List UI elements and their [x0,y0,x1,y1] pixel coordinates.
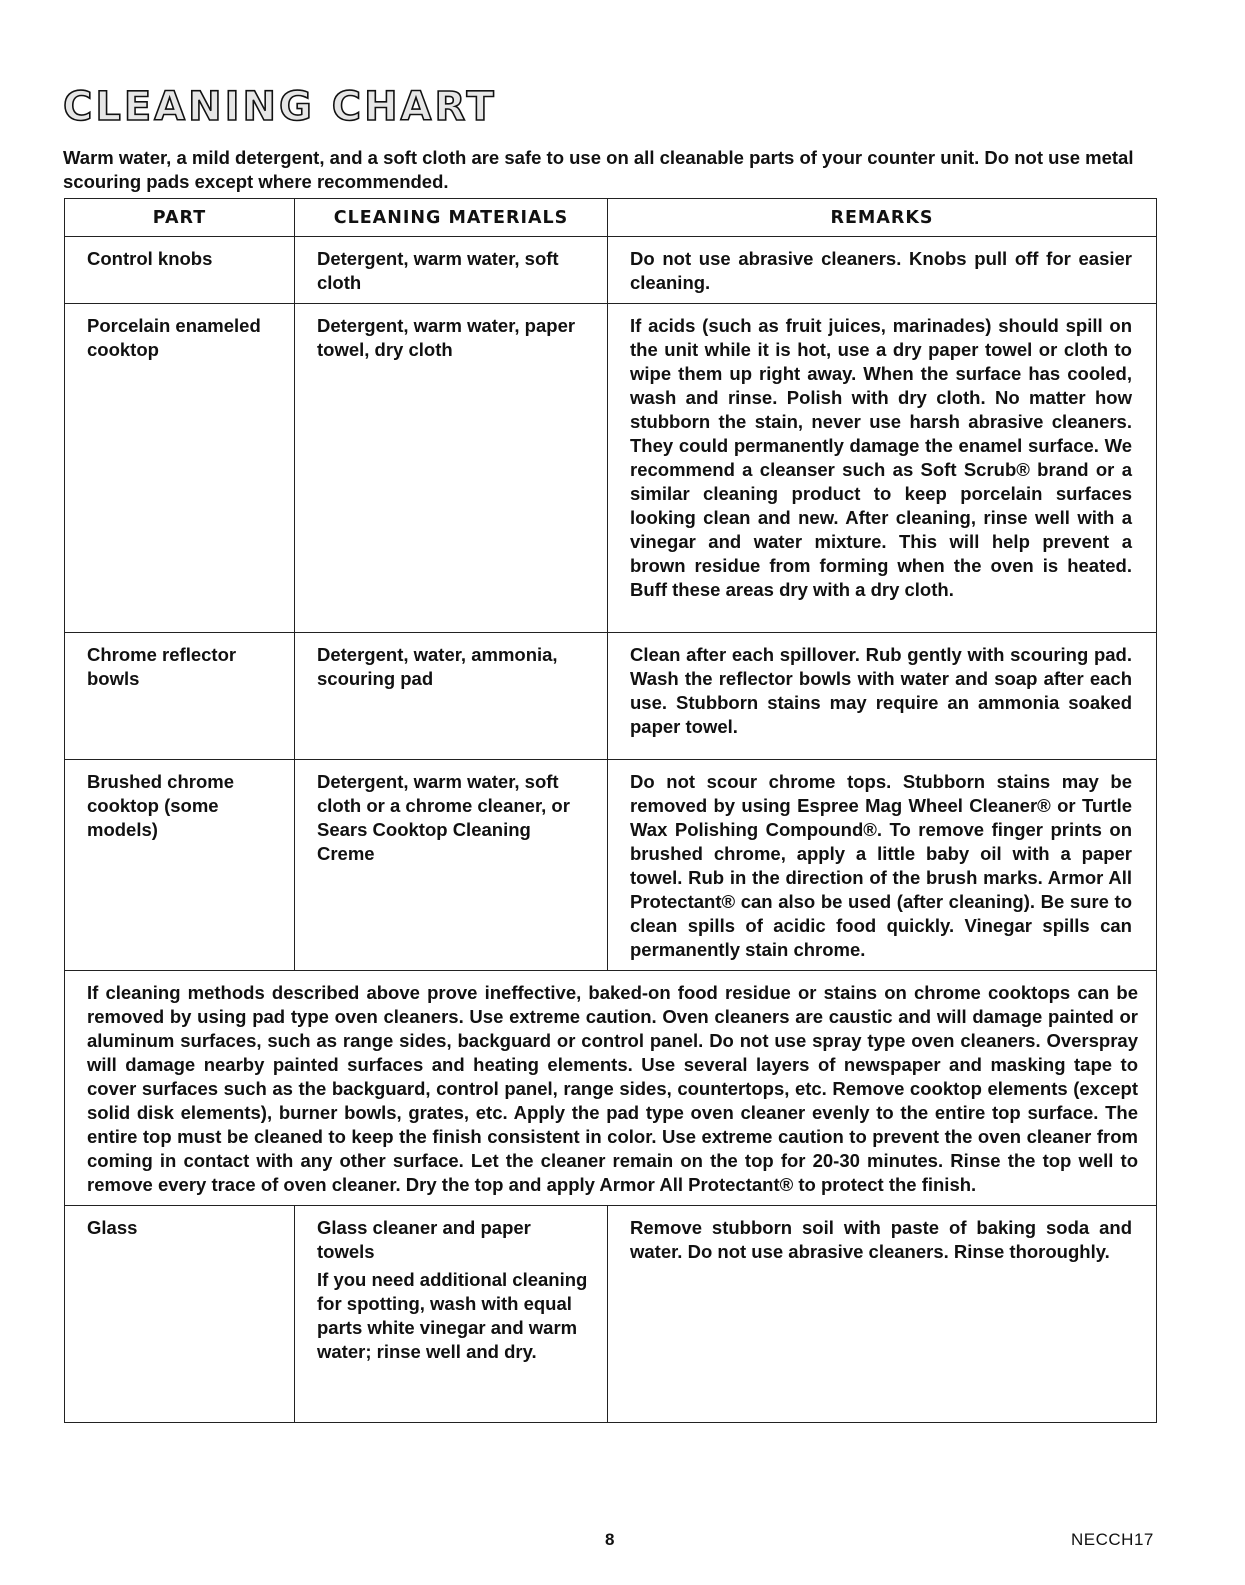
remarks-cell: If acids (such as fruit juices, marinades) should spill on the unit while it is hot, use a dry paper towel or cloth to wipe them up right away. When the surface has cooled, wash and rinse. Polish with dry cloth. No matter how stubborn the stain, never use harsh abrasive cleaners. They could permanently damage the enamel surface. We recommend a cleanser such as Soft Scrub® brand or a similar cleaning product to keep porcelain surfaces looking clean and new. After cleaning, rinse well with a vinegar and water mixture. This will help prevent a brown residue from forming when the oven is heated. Buff these areas dry with a dry cloth. [608,304,1157,633]
materials-cell: Detergent, warm water, soft cloth [295,237,608,304]
oven-cleaner-note: If cleaning methods described above prove ineffective, baked-on food residue or stains on chrome cooktops can be removed by using pad type oven cleaners. Use extreme caution. Oven cleaners are caustic and will damage painted or aluminum surfaces, such as range sides, backguard or control panel. Do not use spray type oven cleaners. Overspray will damage nearby painted surfaces and heating elements. Use several layers of newspaper and masking tape to cover surfaces such as the backguard, control panel, range sides, countertops, etc. Remove cooktop elements (except solid disk elements), burner bowls, grates, etc. Apply the pad type oven cleaner evenly to the entire top surface. The entire top must be cleaned to keep the finish consistent in color. Use extreme caution to prevent the oven cleaner from coming in contact with any other surface. Let the cleaner remain on the top for 20-30 minutes. Rinse the top well to remove every trace of oven cleaner. Dry the top and apply Armor All Protectant® to protect the finish. [65,971,1157,1206]
remarks-cell: Remove stubborn soil with paste of baking soda and water. Do not use abrasive cleaners. Rinse thoroughly. [608,1206,1157,1423]
document-code: NECCH17 [1071,1530,1154,1549]
cleaning-chart-table [64,198,1157,1423]
materials-cell: Detergent, warm water, soft cloth or a chrome cleaner, or Sears Cooktop Cleaning Creme [295,760,608,971]
materials-cell: Detergent, water, ammonia, scouring pad [295,633,608,760]
table-row [65,760,1157,971]
remarks-cell: Do not use abrasive cleaners. Knobs pull off for easier cleaning. [608,237,1157,304]
part-cell: Brushed chrome cooktop (some models) [65,760,295,971]
remarks-cell: Do not scour chrome tops. Stubborn stains may be removed by using Espree Mag Wheel Cleaner® or Turtle Wax Polishing Compound®. To remove finger prints on brushed chrome, apply a little baby oil with a paper towel. Rub in the direction of the brush marks. Armor All Protectant® can also be used (after cleaning). Be sure to clean spills of acidic food quickly. Vinegar spills can permanently stain chrome. [608,760,1157,971]
materials-cell [295,1206,608,1423]
part-cell: Porcelain enameled cooktop [65,304,295,633]
part-cell: Control knobs [65,237,295,304]
table-note-row [65,971,1157,1206]
header-part: PART [65,199,295,237]
part-cell: Glass [65,1206,295,1423]
materials-cell: Detergent, warm water, paper towel, dry cloth [295,304,608,633]
header-remarks: REMARKS [608,199,1157,237]
table-row [65,633,1157,760]
part-cell: Chrome reflector bowls [65,633,295,760]
page-title: CLEANING CHART [63,84,497,130]
table-header-row [65,199,1157,237]
page-number: 8 [605,1530,615,1549]
remarks-cell: Clean after each spillover. Rub gently with scouring pad. Wash the reflector bowls with water and soap after each use. Stubborn stains may require an ammonia soaked paper towel. [608,633,1157,760]
table-row [65,1206,1157,1423]
materials-extra-text: If you need additional cleaning for spotting, wash with equal parts white vinegar and warm water; rinse well and dry. [317,1269,588,1362]
table-row [65,304,1157,633]
materials-text: Glass cleaner and paper towels [317,1217,531,1262]
header-cleaning-materials: CLEANING MATERIALS [295,199,608,237]
table-row [65,237,1157,304]
intro-paragraph: Warm water, a mild detergent, and a soft cloth are safe to use on all cleanable parts of your counter unit. Do not use metal scouring pads except where recommended. [63,147,1134,192]
